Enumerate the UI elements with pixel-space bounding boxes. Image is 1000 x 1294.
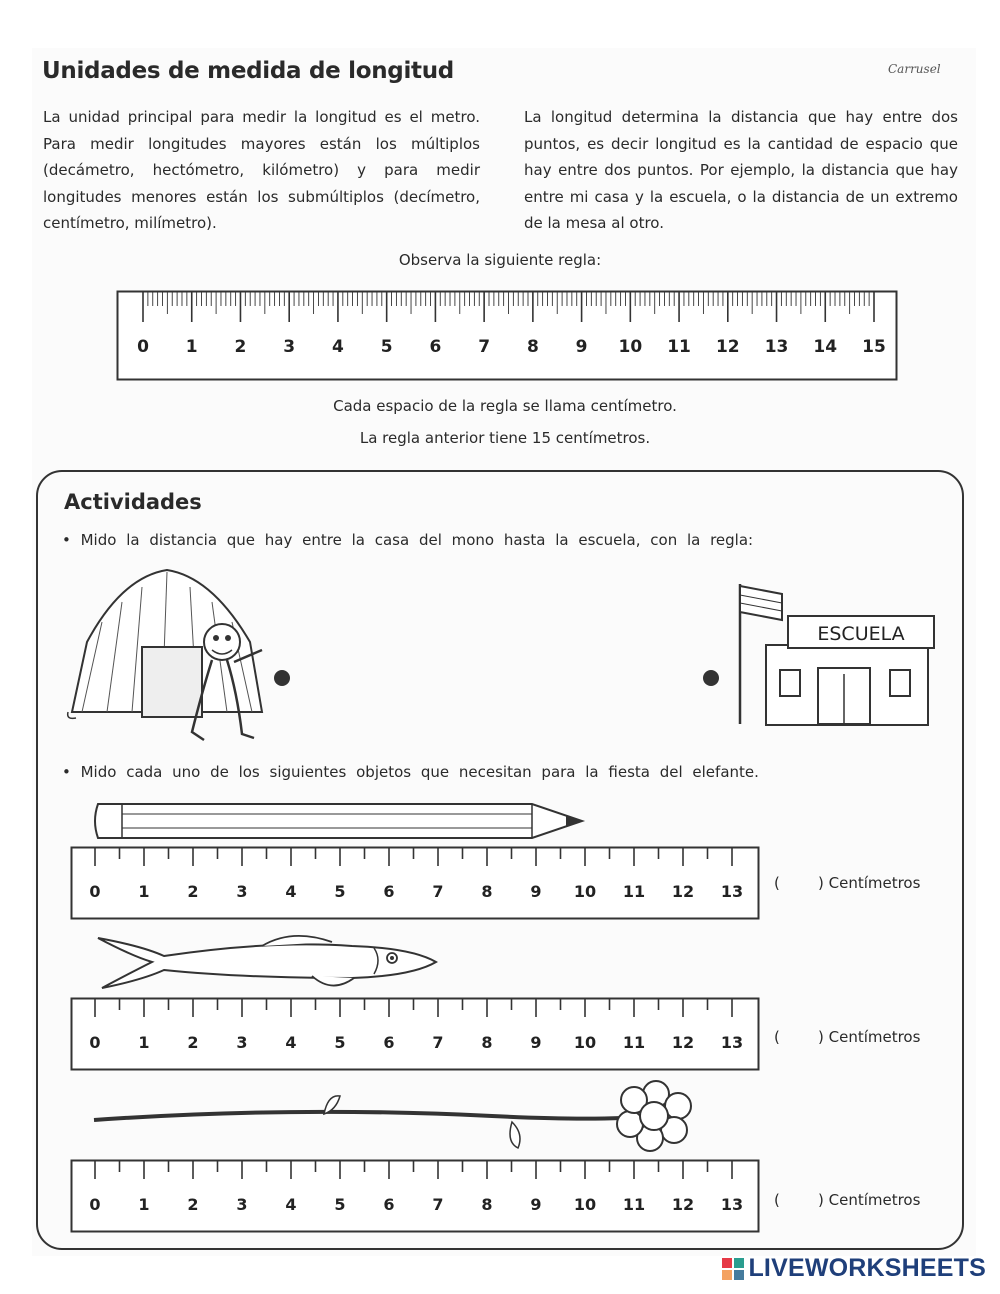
small-ruler-label: 2 <box>187 1195 199 1214</box>
small-ruler-label: 12 <box>671 882 695 901</box>
flower-illustration <box>92 1076 692 1154</box>
flag <box>740 586 782 620</box>
big-ruler-label: 14 <box>813 337 838 357</box>
small-ruler-label: 4 <box>285 882 297 901</box>
small-ruler-label: 8 <box>481 1033 493 1052</box>
small-ruler-label: 13 <box>720 1195 744 1214</box>
fish-open-paren: ( <box>774 1028 780 1046</box>
instruction-measure-objects: • Mido cada uno de los siguientes objetos que necesitan para la fiesta del elefante. <box>62 763 759 781</box>
pencil-centimeters-label: ) Centímetros <box>818 874 921 892</box>
fish-ruler <box>70 997 760 1071</box>
big-ruler-label: 12 <box>715 337 740 357</box>
big-ruler-label: 6 <box>429 337 442 357</box>
intro-right-paragraph: La longitud determina la distancia que hay entre dos puntos, es decir longitud es la cantidad de espacio que hay entre dos puntos. Por ejemplo, la distancia que hay entre mi casa y la escuela, o la distancia de un extremo de la mesa al otro. <box>524 108 958 232</box>
small-ruler-label: 9 <box>530 1195 542 1214</box>
flower-answer-input[interactable] <box>786 1189 818 1211</box>
big-ruler-label: 15 <box>862 337 886 357</box>
big-ruler-label: 2 <box>234 337 247 357</box>
small-ruler-label: 11 <box>622 882 646 901</box>
school-illustration <box>732 580 942 728</box>
small-ruler-label: 9 <box>530 1033 542 1052</box>
big-ruler-label: 9 <box>575 337 588 357</box>
page-title: Unidades de medida de longitud <box>42 58 454 84</box>
small-ruler-label: 13 <box>720 882 744 901</box>
small-ruler-label: 2 <box>187 882 199 901</box>
big-ruler-label: 1 <box>185 337 198 357</box>
flower-head <box>617 1081 691 1151</box>
ruler-length-note: La regla anterior tiene 15 centímetros. <box>359 429 651 447</box>
small-ruler-label: 1 <box>138 1033 150 1052</box>
small-ruler-body <box>72 999 759 1070</box>
fish-illustration <box>92 928 442 996</box>
big-ruler-label: 11 <box>667 337 691 357</box>
big-ruler-label: 3 <box>283 337 296 357</box>
small-ruler-label: 13 <box>720 1033 744 1052</box>
small-ruler-label: 7 <box>432 1033 444 1052</box>
small-ruler-label: 0 <box>89 882 101 901</box>
publisher-brand: Carrusel <box>888 62 941 76</box>
small-ruler-label: 3 <box>236 1033 248 1052</box>
small-ruler-label: 10 <box>573 1195 597 1214</box>
small-ruler-label: 7 <box>432 882 444 901</box>
small-ruler-label: 10 <box>573 882 597 901</box>
liveworksheets-text: LIVEWORKSHEETS <box>748 1254 986 1282</box>
small-ruler-label: 0 <box>89 1033 101 1052</box>
big-ruler <box>116 290 898 382</box>
flower-open-paren: ( <box>774 1191 780 1209</box>
small-ruler-label: 7 <box>432 1195 444 1214</box>
small-ruler-label: 12 <box>671 1033 695 1052</box>
centimeter-note: Cada espacio de la regla se llama centímetro. <box>333 397 677 415</box>
flower-centimeters-label: ) Centímetros <box>818 1191 921 1209</box>
big-ruler-label: 0 <box>137 337 149 357</box>
small-ruler-label: 3 <box>236 1195 248 1214</box>
instruction-distance: • Mido la distancia que hay entre la casa del mono hasta la escuela, con la regla: <box>62 531 754 549</box>
small-ruler-label: 6 <box>383 1033 395 1052</box>
small-ruler-label: 9 <box>530 882 542 901</box>
big-ruler-label: 13 <box>764 337 789 357</box>
liveworksheets-icon <box>722 1258 744 1280</box>
small-ruler-label: 4 <box>285 1033 297 1052</box>
small-ruler-label: 6 <box>383 882 395 901</box>
big-ruler-label: 4 <box>332 337 344 357</box>
pencil-illustration <box>92 800 586 842</box>
big-ruler-label: 5 <box>380 337 393 357</box>
hut-point-dot <box>274 670 290 686</box>
small-ruler-label: 5 <box>334 882 346 901</box>
small-ruler-label: 0 <box>89 1195 101 1214</box>
small-ruler-label: 8 <box>481 1195 493 1214</box>
small-ruler-body <box>72 848 759 919</box>
activities-title: Actividades <box>64 490 202 514</box>
fish-answer-input[interactable] <box>786 1026 818 1048</box>
small-ruler-body <box>72 1161 759 1232</box>
pencil-open-paren: ( <box>774 874 780 892</box>
monkey-hut-illustration <box>62 562 272 754</box>
fish-centimeters-label: ) Centímetros <box>818 1028 921 1046</box>
small-ruler-label: 3 <box>236 882 248 901</box>
intro-left-paragraph: La unidad principal para medir la longitud es el metro. Para medir longitudes mayores están los múltiplos (decámetro, hectómetro, kilómetro) y para medir longitudes menores están los submúltiplos (decímetro, centímetro, milímetro). <box>43 108 480 232</box>
small-ruler-label: 6 <box>383 1195 395 1214</box>
small-ruler-label: 8 <box>481 882 493 901</box>
pencil-answer-input[interactable] <box>786 872 818 894</box>
school-point-dot <box>703 670 719 686</box>
small-ruler-label: 4 <box>285 1195 297 1214</box>
big-ruler-label: 8 <box>526 337 539 357</box>
observe-ruler-text: Observa la siguiente regla: <box>398 251 602 269</box>
small-ruler-label: 11 <box>622 1195 646 1214</box>
small-ruler-label: 11 <box>622 1033 646 1052</box>
small-ruler-label: 1 <box>138 1195 150 1214</box>
big-ruler-label: 10 <box>618 337 643 357</box>
small-ruler-label: 5 <box>334 1195 346 1214</box>
school-sign-text: ESCUELA <box>817 623 905 645</box>
small-ruler-label: 2 <box>187 1033 199 1052</box>
small-ruler-label: 1 <box>138 882 150 901</box>
flower-ruler <box>70 1159 760 1233</box>
big-ruler-body <box>118 292 897 380</box>
big-ruler-label: 7 <box>478 337 491 357</box>
liveworksheets-logo <box>722 1254 986 1283</box>
small-ruler-label: 5 <box>334 1033 346 1052</box>
pencil-ruler <box>70 846 760 920</box>
small-ruler-label: 10 <box>573 1033 597 1052</box>
small-ruler-label: 12 <box>671 1195 695 1214</box>
